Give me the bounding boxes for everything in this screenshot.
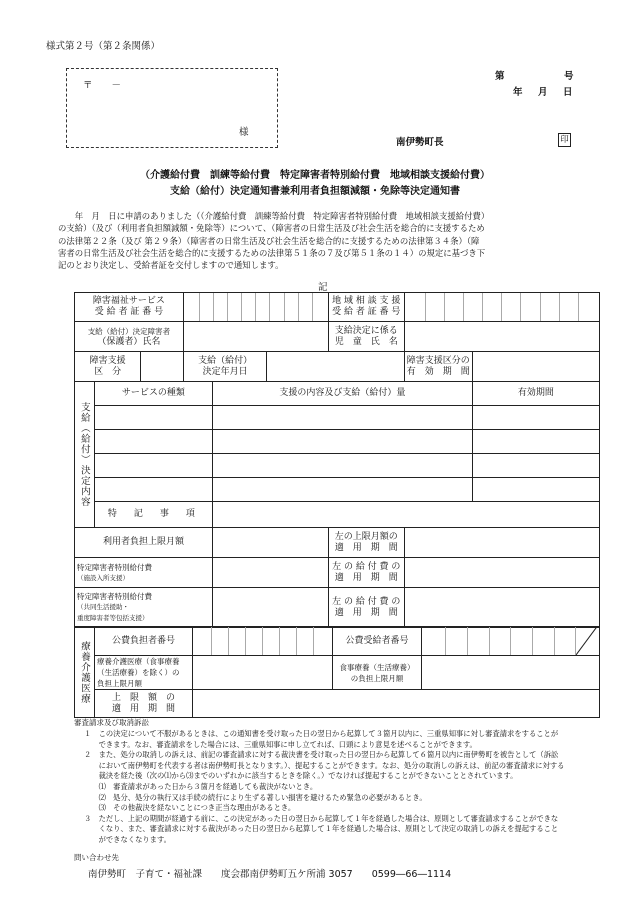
label-line: 上 限 額 の	[111, 692, 175, 703]
label-line: 障害支援区分の	[406, 355, 470, 366]
tokutei-facility-field[interactable]	[213, 558, 329, 588]
label-line: 療養介護医療（食事療養	[96, 657, 180, 666]
validity-cell[interactable]	[472, 478, 599, 502]
recipient-no-field[interactable]	[422, 627, 600, 656]
label-line: 食事療養（生活療養）	[339, 662, 415, 672]
label-line: 支給（給付）	[198, 355, 253, 366]
burden-limit-period-field[interactable]	[404, 528, 599, 558]
recipient-sama: 様	[239, 127, 249, 138]
medical-table	[74, 626, 600, 718]
note-line: ⑶ その他裁決を経ないことにつき正当な理由があるとき。	[84, 803, 296, 813]
label-line: 支給（給付）決定障害者	[87, 326, 171, 336]
label-line: の負担上限月額	[350, 673, 404, 683]
notes-title: 審査請求及び取消訴訟	[74, 718, 149, 727]
consult-recipient-no-field[interactable]	[404, 293, 599, 322]
validity-header: 有効期間	[472, 382, 599, 406]
validity-cell[interactable]	[472, 406, 599, 430]
payer-no-field[interactable]	[192, 627, 332, 656]
label-line: 重度障害者等包括支援）	[77, 614, 149, 622]
notice-body	[58, 210, 489, 271]
postal-code: 〒 －	[83, 80, 122, 91]
label-line: 支給決定に係る	[334, 325, 398, 336]
label-line: 決定年月日	[202, 366, 248, 377]
meal-limit-label	[332, 656, 422, 690]
burden-limit-field[interactable]	[213, 528, 329, 558]
label-line: 左の上限月額の	[334, 531, 398, 542]
label-line: 障害福祉サービス	[92, 296, 165, 306]
decision-content-side-label	[75, 382, 95, 528]
address-box	[66, 68, 278, 148]
service-type-cell[interactable]	[94, 430, 212, 454]
validity-cell[interactable]	[472, 454, 599, 478]
consult-recipient-no-label	[328, 293, 404, 322]
diagonal-slash	[576, 627, 597, 655]
decided-person-name-label	[75, 322, 184, 352]
body-line: の支給）（及び（利用者負担額減額・免除等）について、（障害者の日常生活及び社会生活を総合的に支援するため	[58, 223, 485, 234]
note-line: ⑵ 処分、処分の執行又は手続の続行により生ずる著しい損害を避けるため緊急の必要があるとき。	[84, 792, 427, 802]
note-line: くなり、また、審査請求に対する裁決があった日の翌日から起算して１年を経過した場合は、原則として決定の取消しの訴えを提起すること	[84, 824, 559, 834]
label-line: 適 用 期 間	[334, 607, 398, 618]
contact-title: 問い合わせ先	[74, 853, 119, 862]
service-recipient-no-field[interactable]	[183, 293, 328, 322]
meal-limit-field[interactable]	[422, 656, 600, 690]
side-label-text: 療養介護医療	[78, 640, 90, 704]
category-validity-label	[404, 352, 472, 382]
body-line: 害者の日常生活及び社会生活を総合的に支援するための法律第５１条の７及び第５１条の１４）の規定に基づき下	[58, 247, 486, 258]
label-line: 地 域 相 談 支 援	[332, 296, 401, 306]
support-category-field[interactable]	[141, 352, 184, 382]
payer-no-label: 公費負担者番号	[94, 627, 192, 656]
recipient-no-label: 公費受給者番号	[332, 627, 422, 656]
title-line-2: 支給（給付）決定通知書兼利用者負担額減額・免除等決定通知書	[170, 186, 460, 197]
tokutei-facility-period-field[interactable]	[404, 558, 599, 588]
label-line: 児 童 氏 名	[334, 336, 398, 347]
burden-limit-label: 利用者負担上限月額	[75, 528, 213, 558]
special-notes-field[interactable]	[213, 502, 600, 528]
appeal-notes	[84, 729, 564, 846]
label-line: 有 効 期 間	[406, 366, 470, 377]
tokutei-group-field[interactable]	[213, 588, 329, 628]
side-label-text: 支給（給付）決定内容	[78, 402, 90, 507]
doc-number-dai: 第	[495, 71, 505, 82]
label-line: 特定障害者特別給付費	[77, 562, 152, 572]
decision-date-label	[183, 352, 267, 382]
special-notes-label: 特 記 事 項	[94, 502, 212, 528]
ki-label: 記	[318, 282, 328, 293]
burden-limit-period-label	[328, 528, 404, 558]
label-line: 左 の 給 付 費 の	[332, 596, 401, 607]
support-content-header: 支援の内容及び支給（給付）量	[213, 382, 473, 406]
note-line: １ この決定について不服があるときは、この通知書を受け取った日の翌日から起算して３箇月以内に、三重県知事に対し審査請求をすることが	[84, 729, 559, 738]
medical-limit-label	[94, 656, 192, 690]
support-category-label	[75, 352, 141, 382]
note-line: ３ ただし、上記の期間が経過する前に、この決定があった日の翌日から起算して１年を経過した場合は、原則として審査請求することができな	[84, 813, 559, 823]
child-name-label	[328, 322, 404, 352]
body-line: 記のとおり決定し、受給者証を交付しますので通知します。	[58, 260, 284, 271]
note-line: において南伊勢町を代表する者は南伊勢町長となります。）、提起することができます。なお、処分の取消しの訴えは、前記の審査請求に対する	[84, 760, 565, 770]
label-line: 受 給 者 証 番 号	[332, 307, 401, 317]
service-type-cell[interactable]	[94, 406, 212, 430]
label-line: 適 用 期 間	[334, 572, 398, 583]
body-line: の法律第２２条（及び 第２９条）（障害者の日常生活及び社会生活を総合的に支援するための法律第３４条）（障	[58, 235, 480, 246]
decision-table	[74, 292, 600, 628]
tokutei-group-period-field[interactable]	[404, 588, 599, 628]
note-line: できます。なお、審査請求をした場合には、三重県知事に申し立てれば、口頭により意見を述べることができます。	[84, 739, 477, 749]
body-line: 年 月 日に申請のありました（（介護給付費 訓練等給付費 特定障害者特別給付費 地域相談支援給付費）	[58, 211, 490, 221]
medical-limit-field[interactable]	[192, 656, 332, 690]
label-line: （施設入所支援）	[77, 573, 129, 582]
title-line-1: （介護給付費 訓練等給付費 特定障害者特別給付費 地域相談支援給付費）	[140, 170, 490, 181]
label-line: 適 用 期 間	[334, 542, 398, 553]
label-line: （生活療養）を除く）の	[96, 668, 180, 677]
note-line: 裁決を経た後（次の⑴から⑶までのいずれかに該当するときを除く。）でなければ提起することができないこととされています。	[84, 771, 518, 781]
label-line: 受 給 者 証 番 号	[94, 307, 164, 317]
validity-cell[interactable]	[472, 430, 599, 454]
contact-info: 南伊勢町 子育て・福祉課 度会郡南伊勢町五ケ所浦 3057 0599―66―1114	[88, 869, 452, 880]
tokutei-group-period-label	[328, 588, 404, 628]
support-content-cell[interactable]	[213, 478, 473, 502]
tokutei-group-label	[75, 588, 213, 628]
service-type-cell[interactable]	[94, 454, 212, 478]
issue-date: 年 月 日	[513, 87, 576, 98]
label-line: 負担上限月額	[96, 679, 142, 688]
child-name-field[interactable]	[404, 322, 599, 352]
label-line: 障害支援	[89, 355, 126, 366]
category-validity-field[interactable]	[472, 352, 599, 382]
medical-side-label	[75, 627, 95, 718]
decided-person-name-field[interactable]	[183, 322, 328, 352]
limit-period-field[interactable]	[192, 690, 599, 718]
label-line: 左 の 給 付 費 の	[332, 561, 401, 572]
seal-mark: 印	[558, 133, 571, 147]
tokutei-facility-label	[75, 558, 213, 588]
note-line: ができなくなります。	[84, 834, 171, 844]
label-line: 区 分	[94, 366, 122, 377]
decision-date-field[interactable]	[267, 352, 404, 382]
doc-number-go: 号	[564, 71, 574, 82]
label-line: 特定障害者特別給付費	[77, 592, 152, 601]
limit-period-label	[94, 690, 192, 718]
issuer-name: 南伊勢町長	[396, 137, 444, 148]
service-recipient-no-label	[75, 293, 184, 322]
label-line: （保護者）氏名	[97, 336, 161, 347]
form-number: 様式第２号（第２条関係）	[46, 41, 161, 52]
support-content-cell[interactable]	[213, 454, 473, 478]
support-content-cell[interactable]	[213, 406, 473, 430]
service-type-cell[interactable]	[94, 478, 212, 502]
note-line: ２ また、処分の取消しの訴えは、前記の審査請求に対する裁決書を受け取った日の翌日から起算して６箇月以内に南伊勢町を被告として（訴訟	[84, 750, 559, 760]
label-line: 適 用 期 間	[111, 703, 175, 714]
note-line: ⑴ 審査請求があった日から３箇月を経過しても裁決がないとき。	[84, 781, 318, 791]
support-content-cell[interactable]	[213, 430, 473, 454]
service-type-header: サービスの種類	[94, 382, 212, 406]
tokutei-facility-period-label	[328, 558, 404, 588]
label-line: （共同生活援助・	[77, 603, 129, 611]
